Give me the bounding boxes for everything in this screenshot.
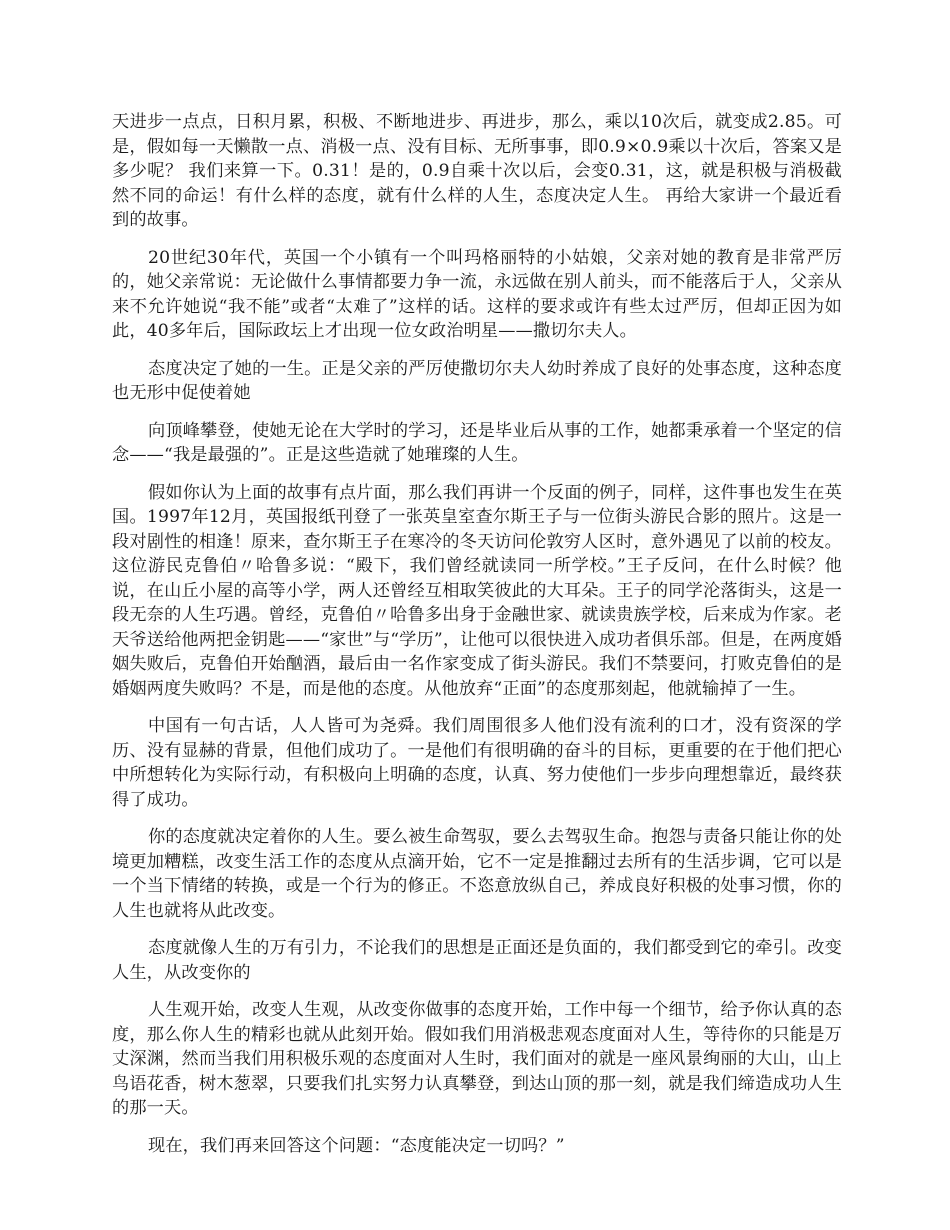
paragraph-1: 天进步一点点，日积月累，积极、不断地进步、再进步，那么，乘以10次后，就变成2.85。可是，假如每一天懒散一点、消极一点、没有目标、无所事事，即0.9×0.9乘以十次后，答案又是多少呢？ 我们来算一下。0.31！是的，0.9自乘十次以后，会变0.31，这，就是积极与消极截然不同的命运！有什么样的态度，就有什么样的人生，态度决定人生。 再给大家讲一个最近看到的故事。 [112, 112, 842, 230]
paragraph-2: 20世纪30年代，英国一个小镇有一个叫玛格丽特的小姑娘，父亲对她的教育是非常严厉的，她父亲常说：无论做什么事情都要力争一流，永远做在别人前头，而不能落后于人，父亲从来不允许她说“我不能”或者“太难了”这样的话。这样的要求或许有些太过严厉，但却正因为如此，40多年后，国际政坛上才出现一位女政治明星——撒切尔夫人。 [112, 247, 842, 341]
paragraph-10: 现在，我们再来回答这个问题：“态度能决定一切吗？” [148, 1135, 565, 1156]
paragraph-5: 假如你认为上面的故事有点片面，那么我们再讲一个反面的例子，同样，这件事也发生在英国。1997年12月，英国报纸刊登了一张英皇室查尔斯王子与一位街头游民合影的照片。这是一段对剧性的相逢！原来，查尔斯王子在寒冷的冬天访问伦敦穷人区时，意外遇见了以前的校友。这位游民克鲁伯〃哈鲁多说：“殿下，我们曾经就读同一所学校。”王子反问，在什么时候？他说，在山丘小屋的高等小学，两人还曾经互相取笑彼此的大耳朵。王子的同学沦落街头，这是一段无奈的人生巧遇。曾经，克鲁伯〃哈鲁多出身于金融世家、就读贵族学校，后来成为作家。老天爷送给他两把金钥匙——“家世”与“学历”，让他可以很快进入成功者俱乐部。但是，在两度婚姻失败后，克鲁伯开始酗酒，最后由一名作家变成了街头游民。我们不禁要问，打败克鲁伯的是婚姻两度失败吗？不是，而是他的态度。从他放弃“正面”的态度那刻起，他就输掉了一生。 [112, 482, 842, 699]
paragraph-9: 人生观开始，改变人生观，从改变你做事的态度开始，工作中每一个细节，给予你认真的态度，那么你人生的精彩也就从此刻开始。假如我们用消极悲观态度面对人生，等待你的只能是万丈深渊，然而当我们用积极乐观的态度面对人生时，我们面对的就是一座风景绚丽的大山，山上鸟语花香，树木葱翠，只要我们扎实努力认真攀登，到达山顶的那一刻，就是我们缔造成功人生的那一天。 [112, 1000, 842, 1118]
paragraph-3: 态度决定了她的一生。正是父亲的严厉使撒切尔夫人幼时养成了良好的处事态度，这种态度也无形中促使着她 [112, 358, 842, 403]
paragraph-7: 你的态度就决定着你的人生。要么被生命驾驭，要么去驾驭生命。抱怨与责备只能让你的处境更加糟糕，改变生活工作的态度从点滴开始，它不一定是推翻过去所有的生活步调，它可以是一个当下情绪的转换，或是一个行为的修正。不恣意放纵自己，养成良好积极的处事习惯，你的人生也就将从此改变。 [112, 827, 842, 921]
paragraph-8: 态度就像人生的万有引力，不论我们的思想是正面还是负面的，我们都受到它的牵引。改变人生，从改变你的 [112, 938, 842, 983]
document-body [112, 110, 842, 1171]
paragraph-6: 中国有一句古话，人人皆可为尧舜。我们周围很多人他们没有流利的口才，没有资深的学历、没有显赫的背景，但他们成功了。一是他们有很明确的奋斗的目标，更重要的在于他们把心中所想转化为实际行动，有积极向上明确的态度，认真、努力使他们一步步向理想靠近，最终获得了成功。 [112, 716, 842, 810]
paragraph-4: 向顶峰攀登，使她无论在大学时的学习，还是毕业后从事的工作，她都秉承着一个坚定的信念——“我是最强的”。正是这些造就了她璀璨的人生。 [112, 420, 842, 465]
